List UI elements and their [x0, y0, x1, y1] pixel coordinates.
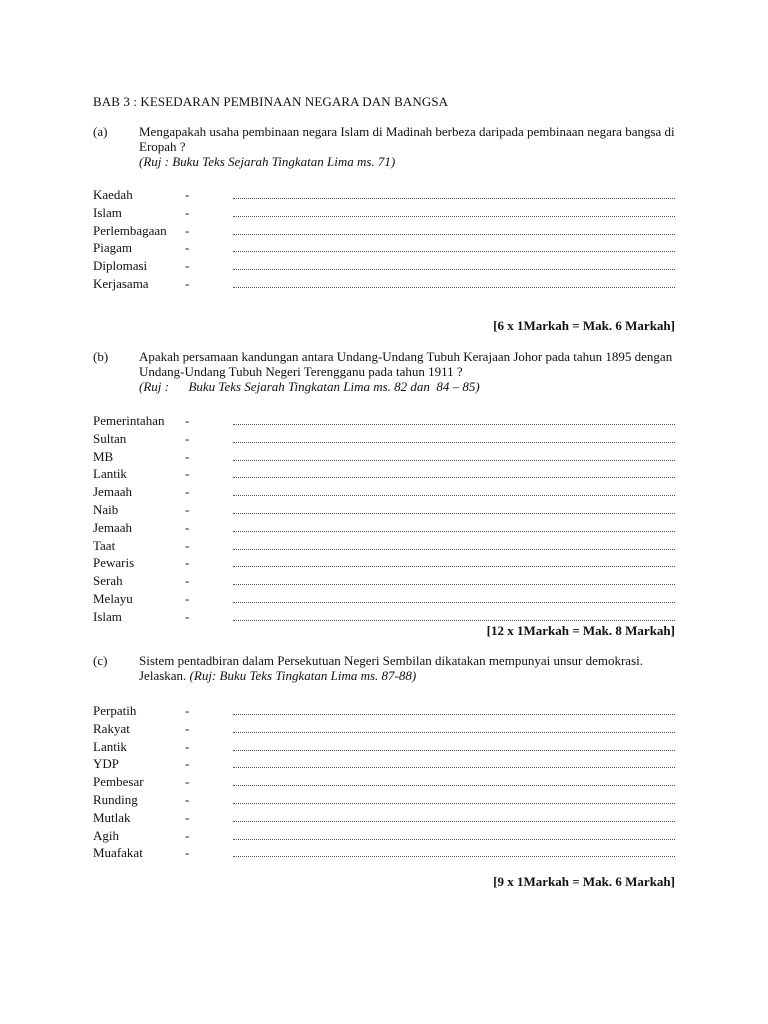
answer-row [93, 554, 693, 572]
question-a-reference: (Ruj : Buku Teks Sejarah Tingkatan Lima ms. 71) [139, 154, 396, 169]
answer-keyword: Naib [93, 501, 119, 517]
answer-line[interactable] [233, 839, 675, 840]
answer-row [93, 572, 693, 590]
answer-line[interactable] [233, 216, 675, 217]
answer-line[interactable] [233, 424, 675, 425]
question-a-marks: [6 x 1Markah = Mak. 6 Markah] [493, 318, 675, 333]
question-b-label: (b) [93, 349, 109, 364]
answer-keyword: Mutlak [93, 809, 131, 825]
answer-line[interactable] [233, 198, 675, 199]
answer-keyword: Islam [93, 204, 122, 220]
answer-line[interactable] [233, 251, 675, 252]
answer-keyword: Perlembagaan [93, 222, 167, 238]
answer-line[interactable] [233, 714, 675, 715]
answer-line[interactable] [233, 732, 675, 733]
answer-row [93, 412, 693, 430]
answer-line[interactable] [233, 620, 675, 621]
answer-dash: - [185, 240, 190, 256]
question-b-text: Apakah persamaan kandungan antara Undang-Undang Tubuh Kerajaan Johor pada tahun 1895 dengan Undang-Undang Tubuh Negeri Terengganu pada tahun 1911 ? [139, 349, 673, 379]
answer-row [93, 809, 693, 827]
answer-row [93, 519, 693, 537]
question-c [93, 653, 693, 862]
answer-line[interactable] [233, 287, 675, 288]
answer-dash: - [185, 608, 190, 624]
answer-line[interactable] [233, 584, 675, 585]
question-b [93, 349, 693, 626]
answer-keyword: YDP [93, 756, 120, 772]
answer-line[interactable] [233, 460, 675, 461]
answer-dash: - [185, 590, 190, 606]
chapter-title: BAB 3 : KESEDARAN PEMBINAAN NEGARA DAN BANGSA [93, 94, 449, 109]
answer-line[interactable] [233, 566, 675, 567]
answer-row [93, 702, 693, 720]
answer-row [93, 755, 693, 773]
answer-dash: - [185, 845, 190, 861]
answer-line[interactable] [233, 531, 675, 532]
answer-dash: - [185, 703, 190, 718]
answer-keyword: Runding [93, 791, 138, 807]
answer-keyword: MB [93, 448, 114, 464]
answer-keyword: Pewaris [93, 555, 135, 571]
question-b-answer-list [93, 412, 693, 626]
answer-keyword: Perpatih [93, 703, 137, 718]
answer-dash: - [185, 204, 190, 220]
question-a-answer-list [93, 186, 693, 293]
answer-row [93, 448, 693, 466]
answer-line[interactable] [233, 821, 675, 822]
answer-dash: - [185, 430, 190, 446]
answer-line[interactable] [233, 785, 675, 786]
answer-keyword: Agih [93, 827, 119, 843]
answer-dash: - [185, 573, 190, 589]
question-b-reference: (Ruj : Buku Teks Sejarah Tingkatan Lima ms. 82 dan 84 – 85) [139, 379, 480, 394]
answer-row [93, 239, 693, 257]
answer-line[interactable] [233, 442, 675, 443]
question-c-text: Sistem pentadbiran dalam Persekutuan Negeri Sembilan dikatakan mempunyai unsur demokrasi. Jelaskan. [139, 653, 643, 683]
question-c-prompt [93, 653, 693, 683]
answer-keyword: Taat [93, 537, 116, 553]
answer-dash: - [185, 413, 190, 428]
answer-dash: - [185, 738, 190, 754]
answer-line[interactable] [233, 234, 675, 235]
answer-dash: - [185, 187, 190, 202]
answer-row [93, 537, 693, 555]
answer-line[interactable] [233, 269, 675, 270]
answer-keyword: Lantik [93, 466, 127, 482]
answer-dash: - [185, 827, 190, 843]
question-a-prompt [93, 124, 693, 169]
answer-line[interactable] [233, 477, 675, 478]
answer-dash: - [185, 466, 190, 482]
question-c-label: (c) [93, 653, 108, 668]
answer-keyword: Pembesar [93, 774, 144, 790]
answer-dash: - [185, 501, 190, 517]
answer-row [93, 720, 693, 738]
answer-keyword: Diplomasi [93, 258, 148, 274]
answer-dash: - [185, 720, 190, 736]
answer-dash: - [185, 774, 190, 790]
answer-row [93, 430, 693, 448]
answer-line[interactable] [233, 549, 675, 550]
answer-keyword: Melayu [93, 590, 133, 606]
answer-line[interactable] [233, 495, 675, 496]
answer-keyword: Islam [93, 608, 122, 624]
answer-row [93, 844, 693, 862]
question-c-reference: (Ruj: Buku Teks Tingkatan Lima ms. 87-88) [189, 668, 417, 683]
answer-dash: - [185, 809, 190, 825]
answer-keyword: Piagam [93, 240, 132, 256]
answer-row [93, 501, 693, 519]
answer-dash: - [185, 756, 190, 772]
answer-keyword: Rakyat [93, 720, 130, 736]
answer-dash: - [185, 519, 190, 535]
answer-dash: - [185, 258, 190, 274]
answer-keyword: Serah [93, 573, 123, 589]
question-a [93, 124, 693, 293]
answer-line[interactable] [233, 803, 675, 804]
answer-row [93, 204, 693, 222]
answer-row [93, 186, 693, 204]
answer-keyword: Kerjasama [93, 275, 149, 291]
answer-row [93, 257, 693, 275]
answer-keyword: Kaedah [93, 187, 133, 202]
answer-dash: - [185, 537, 190, 553]
answer-keyword: Muafakat [93, 845, 143, 861]
answer-row [93, 773, 693, 791]
answer-keyword: Jemaah [93, 484, 132, 500]
answer-line[interactable] [233, 767, 675, 768]
answer-keyword: Jemaah [93, 519, 132, 535]
answer-line[interactable] [233, 602, 675, 603]
answer-row [93, 827, 693, 845]
question-c-marks: [9 x 1Markah = Mak. 6 Markah] [493, 874, 675, 889]
answer-row [93, 222, 693, 240]
question-c-answer-list [93, 702, 693, 862]
answer-dash: - [185, 791, 190, 807]
answer-row [93, 791, 693, 809]
question-b-marks: [12 x 1Markah = Mak. 8 Markah] [486, 623, 675, 638]
answer-dash: - [185, 275, 190, 291]
answer-line[interactable] [233, 750, 675, 751]
answer-row [93, 738, 693, 756]
answer-row [93, 483, 693, 501]
answer-row [93, 590, 693, 608]
answer-keyword: Lantik [93, 738, 127, 754]
answer-dash: - [185, 484, 190, 500]
question-a-text: Mengapakah usaha pembinaan negara Islam di Madinah berbeza daripada pembinaan negara bangsa di Eropah ? [139, 124, 675, 154]
answer-dash: - [185, 222, 190, 238]
answer-dash: - [185, 448, 190, 464]
answer-line[interactable] [233, 513, 675, 514]
question-b-prompt [93, 349, 693, 394]
answer-keyword: Pemerintahan [93, 413, 165, 428]
answer-dash: - [185, 555, 190, 571]
question-a-label: (a) [93, 124, 108, 139]
answer-keyword: Sultan [93, 430, 127, 446]
answer-row [93, 465, 693, 483]
answer-line[interactable] [233, 856, 675, 857]
answer-row [93, 275, 693, 293]
